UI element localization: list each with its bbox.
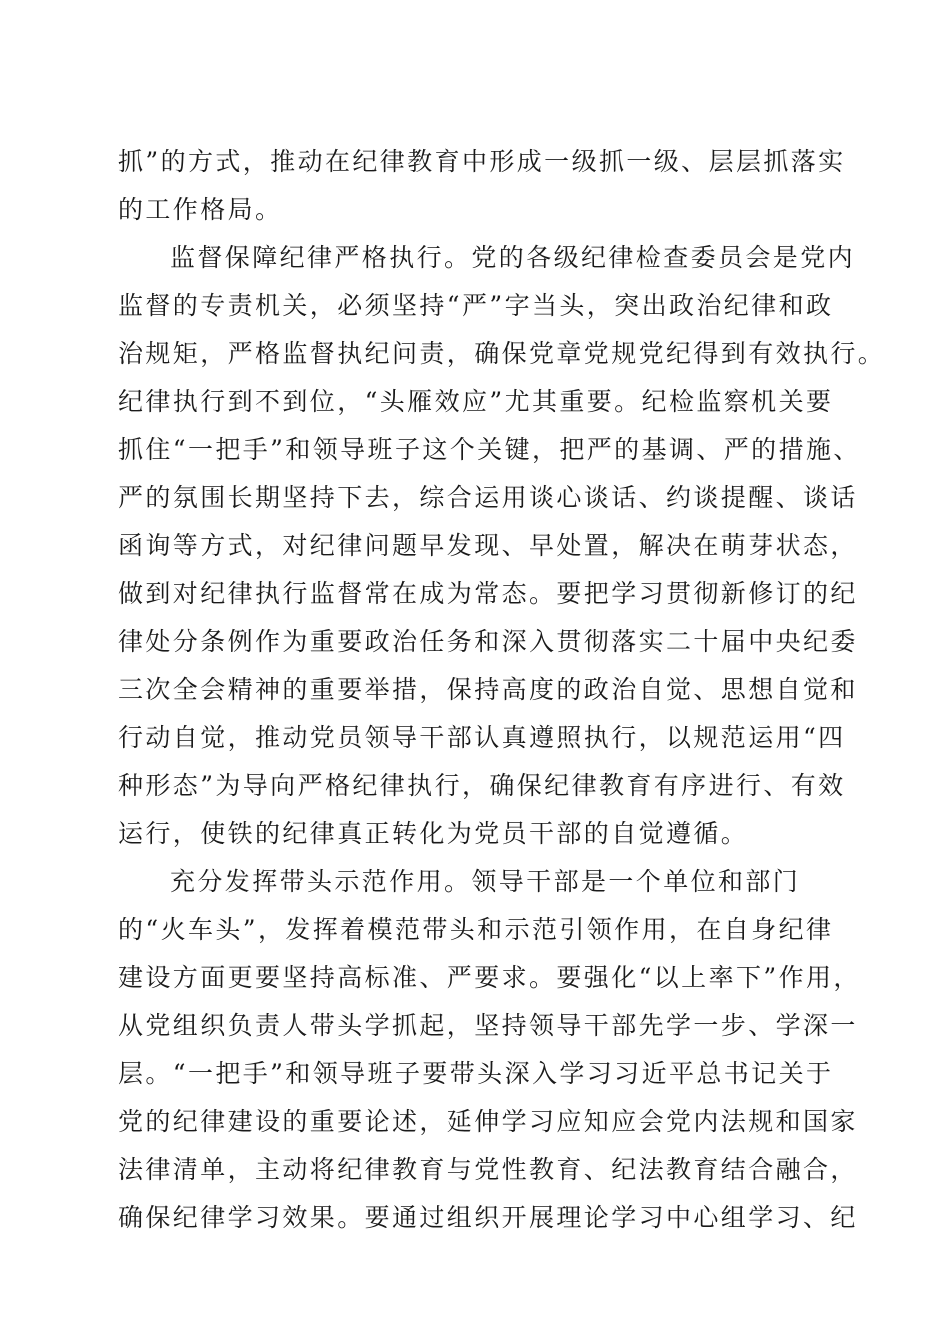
text-line: 监督的专责机关，必须坚持“严”字当头，突出政治纪律和政 xyxy=(118,291,834,320)
text-line: 运行，使铁的纪律真正转化为党员干部的自觉遵循。 xyxy=(118,819,749,848)
text-line: 法律清单，主动将纪律教育与党性教育、纪法教育结合融合， xyxy=(118,1155,858,1184)
text-line: 党的纪律建设的重要论述，延伸学习应知应会党内法规和国家 xyxy=(118,1107,858,1136)
text-line: 三次全会精神的重要举措，保持高度的政治自觉、思想自觉和 xyxy=(118,675,858,704)
text-line: 抓住“一把手”和领导班子这个关键，把严的基调、严的措施、 xyxy=(118,435,861,464)
text-line: 行动自觉，推动党员领导干部认真遵照执行，以规范运用“四 xyxy=(118,723,846,752)
text-line: 抓”的方式，推动在纪律教育中形成一级抓一级、层层抓落实 xyxy=(118,147,846,176)
text-line: 做到对纪律执行监督常在成为常态。要把学习贯彻新修订的纪 xyxy=(118,579,858,608)
text-line: 建设方面更要坚持高标准、严要求。要强化“以上率下”作用， xyxy=(118,963,861,992)
paragraph-start-line: 充分发挥带头示范作用。领导干部是一个单位和部门 xyxy=(170,867,801,896)
text-line: 的“火车头”，发挥着模范带头和示范引领作用，在自身纪律 xyxy=(118,915,834,944)
text-line: 治规矩，严格监督执纪问责，确保党章党规党纪得到有效执行。 xyxy=(118,339,886,368)
text-line: 律处分条例作为重要政治任务和深入贯彻落实二十届中央纪委 xyxy=(118,627,858,656)
text-line: 严的氛围长期坚持下去，综合运用谈心谈话、约谈提醒、谈话 xyxy=(118,483,858,512)
text-line: 层。“一把手”和领导班子要带头深入学习习近平总书记关于 xyxy=(118,1059,834,1088)
paragraph-start-line: 监督保障纪律严格执行。党的各级纪律检查委员会是党内 xyxy=(170,243,856,272)
text-line: 确保纪律学习效果。要通过组织开展理论学习中心组学习、纪 xyxy=(118,1203,858,1232)
text-line: 种形态”为导向严格纪律执行，确保纪律教育有序进行、有效 xyxy=(118,771,846,800)
text-line: 函询等方式，对纪律问题早发现、早处置，解决在萌芽状态， xyxy=(118,531,858,560)
text-line: 的工作格局。 xyxy=(118,195,283,224)
text-line: 从党组织负责人带头学抓起，坚持领导干部先学一步、学深一 xyxy=(118,1011,858,1040)
text-line: 纪律执行到不到位，“头雁效应”尤其重要。纪检监察机关要 xyxy=(118,387,834,416)
